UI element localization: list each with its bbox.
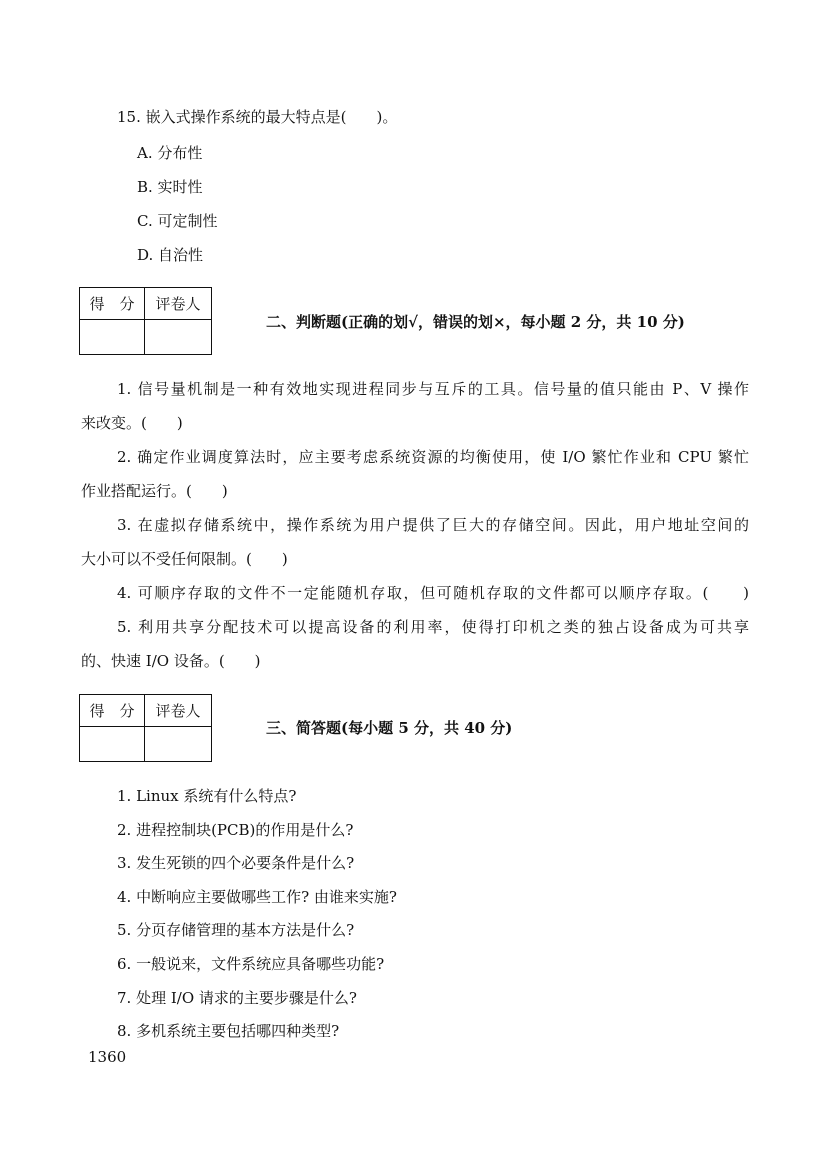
score-cell — [80, 727, 145, 762]
score-label: 得 分 — [80, 695, 145, 727]
tf-item-5-line2: 的、快速 I/O 设备。( ) — [81, 652, 261, 670]
page-number: 1360 — [88, 1048, 127, 1066]
sa-item-4: 4. 中断响应主要做哪些工作? 由谁来实施? — [117, 888, 397, 906]
sa-item-5: 5. 分页存储管理的基本方法是什么? — [117, 921, 355, 939]
sa-item-8: 8. 多机系统主要包括哪四种类型? — [117, 1022, 340, 1040]
tf-item-4 — [81, 576, 749, 610]
tf-item-4-line1: 4. 可顺序存取的文件不一定能随机存取，但可随机存取的文件都可以顺序存取。( ) — [117, 584, 749, 602]
sa-item-6: 6. 一般说来，文件系统应具备哪些功能? — [117, 955, 385, 973]
score-box-section3 — [79, 694, 212, 762]
option-c: C. 可定制性 — [137, 212, 218, 230]
tf-item-1 — [81, 372, 749, 440]
grader-cell — [145, 320, 212, 355]
sa-item-1: 1. Linux 系统有什么特点? — [117, 787, 297, 805]
tf-item-3-line2: 大小可以不受任何限制。( ) — [81, 550, 288, 568]
section2-title: 二、判断题(正确的划√，错误的划×，每小题 2 分，共 10 分) — [266, 313, 685, 331]
sa-item-3: 3. 发生死锁的四个必要条件是什么? — [117, 854, 355, 872]
option-b: B. 实时性 — [137, 178, 203, 196]
sa-item-7: 7. 处理 I/O 请求的主要步骤是什么? — [117, 989, 357, 1007]
section3-title: 三、简答题(每小题 5 分，共 40 分) — [266, 719, 513, 737]
tf-item-2-line2: 作业搭配运行。( ) — [81, 482, 228, 500]
question-15: 15. 嵌入式操作系统的最大特点是( )。 — [117, 108, 398, 126]
tf-item-3 — [81, 508, 749, 576]
score-label: 得 分 — [80, 288, 145, 320]
sa-item-2: 2. 进程控制块(PCB)的作用是什么? — [117, 821, 354, 839]
grader-cell — [145, 727, 212, 762]
score-cell — [80, 320, 145, 355]
tf-item-5-line1: 5. 利用共享分配技术可以提高设备的利用率，使得打印机之类的独占设备成为可共享 — [117, 618, 749, 636]
option-a: A. 分布性 — [137, 144, 203, 162]
tf-item-5 — [81, 610, 749, 678]
grader-label: 评卷人 — [145, 288, 212, 320]
tf-item-3-line1: 3. 在虚拟存储系统中，操作系统为用户提供了巨大的存储空间。因此，用户地址空间的 — [117, 516, 749, 534]
option-d: D. 自治性 — [137, 246, 204, 264]
tf-item-1-line2: 来改变。( ) — [81, 414, 183, 432]
grader-label: 评卷人 — [145, 695, 212, 727]
tf-item-2 — [81, 440, 749, 508]
tf-item-1-line1: 1. 信号量机制是一种有效地实现进程同步与互斥的工具。信号量的值只能由 P、V 操作 — [117, 380, 749, 398]
score-box-section2 — [79, 287, 212, 355]
tf-item-2-line1: 2. 确定作业调度算法时，应主要考虑系统资源的均衡使用，使 I/O 繁忙作业和 CPU 繁忙 — [117, 448, 749, 466]
